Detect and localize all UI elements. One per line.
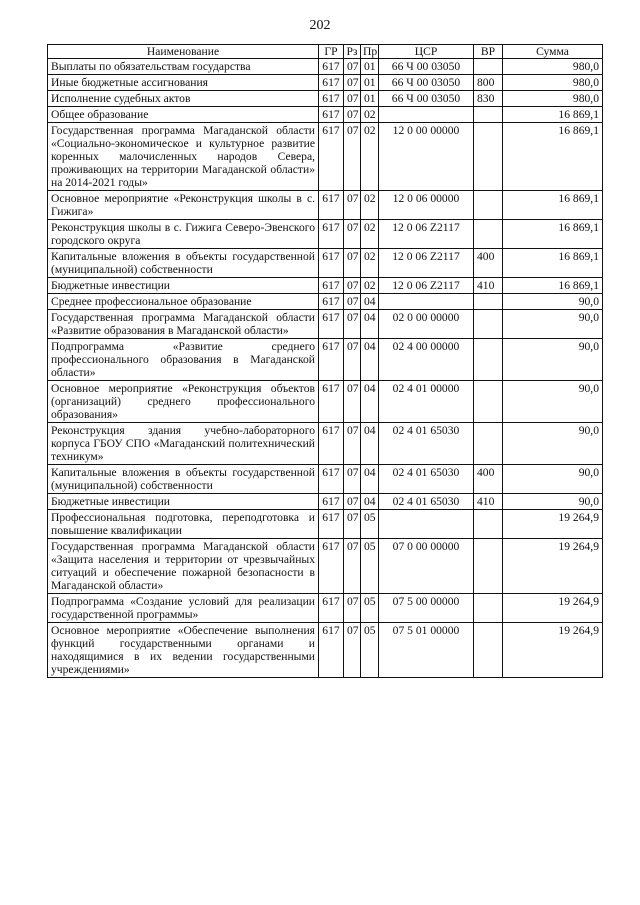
row-gr: 617: [319, 107, 344, 123]
row-rz: 07: [344, 123, 361, 191]
table-row: [48, 381, 603, 423]
table-row: [48, 423, 603, 465]
table-row: [48, 220, 603, 249]
row-gr: 617: [319, 220, 344, 249]
row-name: Выплаты по обязательствам государства: [48, 59, 319, 75]
row-gr: 617: [319, 278, 344, 294]
row-sum: 90,0: [503, 310, 603, 339]
row-pr: 05: [361, 623, 379, 678]
row-pr: 02: [361, 191, 379, 220]
table-row: [48, 91, 603, 107]
row-rz: 07: [344, 107, 361, 123]
row-name: Капитальные вложения в объекты государственной (муниципальной) собственности: [48, 465, 319, 494]
row-csr: 07 5 01 00000: [379, 623, 474, 678]
row-sum: 90,0: [503, 494, 603, 510]
row-vr: 400: [474, 249, 503, 278]
row-rz: 07: [344, 59, 361, 75]
row-vr: [474, 107, 503, 123]
row-csr: 66 Ч 00 03050: [379, 59, 474, 75]
row-csr: 07 0 00 00000: [379, 539, 474, 594]
row-vr: [474, 191, 503, 220]
row-name: Реконструкция здания учебно-лабораторного корпуса ГБОУ СПО «Магаданский политехнический техникум»: [48, 423, 319, 465]
header-sum: Сумма: [503, 45, 603, 59]
row-vr: [474, 123, 503, 191]
header-rz: Рз: [344, 45, 361, 59]
row-rz: 07: [344, 294, 361, 310]
row-rz: 07: [344, 539, 361, 594]
table-row: [48, 191, 603, 220]
table-row: [48, 594, 603, 623]
row-name: Основное мероприятие «Обеспечение выполнения функций государственными органами и находящимися в их ведении государственными учреждениями»: [48, 623, 319, 678]
budget-table: [47, 44, 603, 678]
row-vr: 410: [474, 494, 503, 510]
row-name: Бюджетные инвестиции: [48, 494, 319, 510]
table-row: [48, 123, 603, 191]
row-name: Государственная программа Магаданской области «Социально-экономическое и культурное развитие коренных малочисленных народов Севера, проживающих на территории Магаданской области» на 2014-2021 годы»: [48, 123, 319, 191]
row-sum: 16 869,1: [503, 191, 603, 220]
table-header-row: [48, 45, 603, 59]
row-rz: 07: [344, 594, 361, 623]
row-sum: 980,0: [503, 75, 603, 91]
row-vr: 410: [474, 278, 503, 294]
row-gr: 617: [319, 249, 344, 278]
row-vr: [474, 381, 503, 423]
row-sum: 90,0: [503, 423, 603, 465]
row-name: Иные бюджетные ассигнования: [48, 75, 319, 91]
row-csr: [379, 107, 474, 123]
row-csr: 12 0 06 Z2117: [379, 249, 474, 278]
row-name: Подпрограмма «Создание условий для реализации государственной программы»: [48, 594, 319, 623]
row-rz: 07: [344, 339, 361, 381]
row-rz: 07: [344, 423, 361, 465]
header-vr: ВР: [474, 45, 503, 59]
row-gr: 617: [319, 594, 344, 623]
row-pr: 01: [361, 91, 379, 107]
row-name: Основное мероприятие «Реконструкция школы в с. Гижига»: [48, 191, 319, 220]
row-rz: 07: [344, 249, 361, 278]
table-row: [48, 539, 603, 594]
row-rz: 07: [344, 220, 361, 249]
row-rz: 07: [344, 465, 361, 494]
row-name: Профессиональная подготовка, переподготовка и повышение квалификации: [48, 510, 319, 539]
row-name: Бюджетные инвестиции: [48, 278, 319, 294]
row-csr: 12 0 00 00000: [379, 123, 474, 191]
row-pr: 02: [361, 220, 379, 249]
row-sum: 90,0: [503, 294, 603, 310]
row-vr: [474, 220, 503, 249]
row-vr: [474, 539, 503, 594]
row-rz: 07: [344, 91, 361, 107]
row-gr: 617: [319, 91, 344, 107]
row-gr: 617: [319, 539, 344, 594]
row-sum: 16 869,1: [503, 123, 603, 191]
row-sum: 980,0: [503, 59, 603, 75]
row-pr: 02: [361, 249, 379, 278]
row-sum: 19 264,9: [503, 510, 603, 539]
header-pr: Пр: [361, 45, 379, 59]
row-gr: 617: [319, 294, 344, 310]
row-vr: [474, 510, 503, 539]
row-vr: [474, 310, 503, 339]
header-gr: ГР: [319, 45, 344, 59]
table-body: [48, 59, 603, 678]
row-csr: 02 4 01 65030: [379, 423, 474, 465]
row-vr: [474, 339, 503, 381]
row-pr: 04: [361, 494, 379, 510]
row-gr: 617: [319, 123, 344, 191]
table-row: [48, 75, 603, 91]
row-csr: 12 0 06 Z2117: [379, 278, 474, 294]
table-row: [48, 107, 603, 123]
row-sum: 980,0: [503, 91, 603, 107]
row-vr: 830: [474, 91, 503, 107]
row-csr: 12 0 06 Z2117: [379, 220, 474, 249]
row-csr: 66 Ч 00 03050: [379, 75, 474, 91]
table-row: [48, 310, 603, 339]
table-row: [48, 59, 603, 75]
row-rz: 07: [344, 381, 361, 423]
row-vr: [474, 423, 503, 465]
row-name: Реконструкция школы в с. Гижига Северо-Эвенского городского округа: [48, 220, 319, 249]
table-row: [48, 623, 603, 678]
row-pr: 04: [361, 294, 379, 310]
row-name: Государственная программа Магаданской области «Защита населения и территории от чрезвычайных ситуаций и обеспечение пожарной безопасности в Магаданской области»: [48, 539, 319, 594]
row-pr: 04: [361, 310, 379, 339]
row-pr: 02: [361, 123, 379, 191]
table-row: [48, 278, 603, 294]
row-csr: 66 Ч 00 03050: [379, 91, 474, 107]
row-pr: 04: [361, 423, 379, 465]
row-name: Государственная программа Магаданской области «Развитие образования в Магаданской области»: [48, 310, 319, 339]
row-gr: 617: [319, 191, 344, 220]
row-rz: 07: [344, 278, 361, 294]
row-sum: 19 264,9: [503, 594, 603, 623]
row-pr: 02: [361, 278, 379, 294]
row-vr: 800: [474, 75, 503, 91]
row-pr: 02: [361, 107, 379, 123]
row-pr: 05: [361, 539, 379, 594]
row-csr: 02 4 01 65030: [379, 465, 474, 494]
row-sum: 16 869,1: [503, 220, 603, 249]
table-row: [48, 249, 603, 278]
row-rz: 07: [344, 510, 361, 539]
row-rz: 07: [344, 191, 361, 220]
row-csr: 02 4 00 00000: [379, 339, 474, 381]
header-name: Наименование: [48, 45, 319, 59]
row-sum: 90,0: [503, 339, 603, 381]
row-rz: 07: [344, 494, 361, 510]
row-sum: 16 869,1: [503, 107, 603, 123]
row-name: Подпрограмма «Развитие среднего профессионального образования в Магаданской области»: [48, 339, 319, 381]
row-pr: 04: [361, 339, 379, 381]
row-gr: 617: [319, 339, 344, 381]
table-row: [48, 339, 603, 381]
row-pr: 01: [361, 75, 379, 91]
row-sum: 90,0: [503, 381, 603, 423]
row-csr: 02 0 00 00000: [379, 310, 474, 339]
page-number: 202: [309, 18, 331, 33]
row-rz: 07: [344, 623, 361, 678]
row-csr: 02 4 01 65030: [379, 494, 474, 510]
table-row: [48, 494, 603, 510]
row-csr: 12 0 06 00000: [379, 191, 474, 220]
row-gr: 617: [319, 465, 344, 494]
row-gr: 617: [319, 381, 344, 423]
row-pr: 01: [361, 59, 379, 75]
row-sum: 19 264,9: [503, 623, 603, 678]
row-vr: [474, 623, 503, 678]
row-csr: [379, 294, 474, 310]
row-gr: 617: [319, 494, 344, 510]
row-gr: 617: [319, 59, 344, 75]
row-gr: 617: [319, 310, 344, 339]
row-name: Среднее профессиональное образование: [48, 294, 319, 310]
row-csr: 02 4 01 00000: [379, 381, 474, 423]
row-pr: 04: [361, 381, 379, 423]
row-name: Капитальные вложения в объекты государственной (муниципальной) собственности: [48, 249, 319, 278]
row-vr: [474, 59, 503, 75]
row-name: Исполнение судебных актов: [48, 91, 319, 107]
row-gr: 617: [319, 510, 344, 539]
row-sum: 19 264,9: [503, 539, 603, 594]
header-csr: ЦСР: [379, 45, 474, 59]
table-row: [48, 510, 603, 539]
row-pr: 04: [361, 465, 379, 494]
table-row: [48, 465, 603, 494]
row-csr: 07 5 00 00000: [379, 594, 474, 623]
row-pr: 05: [361, 510, 379, 539]
row-rz: 07: [344, 75, 361, 91]
row-name: Общее образование: [48, 107, 319, 123]
row-gr: 617: [319, 75, 344, 91]
row-rz: 07: [344, 310, 361, 339]
row-sum: 16 869,1: [503, 278, 603, 294]
row-name: Основное мероприятие «Реконструкция объектов (организаций) среднего профессионального образования»: [48, 381, 319, 423]
row-gr: 617: [319, 623, 344, 678]
row-pr: 05: [361, 594, 379, 623]
row-sum: 90,0: [503, 465, 603, 494]
row-csr: [379, 510, 474, 539]
row-sum: 16 869,1: [503, 249, 603, 278]
table-row: [48, 294, 603, 310]
row-vr: [474, 594, 503, 623]
row-vr: 400: [474, 465, 503, 494]
row-vr: [474, 294, 503, 310]
row-gr: 617: [319, 423, 344, 465]
